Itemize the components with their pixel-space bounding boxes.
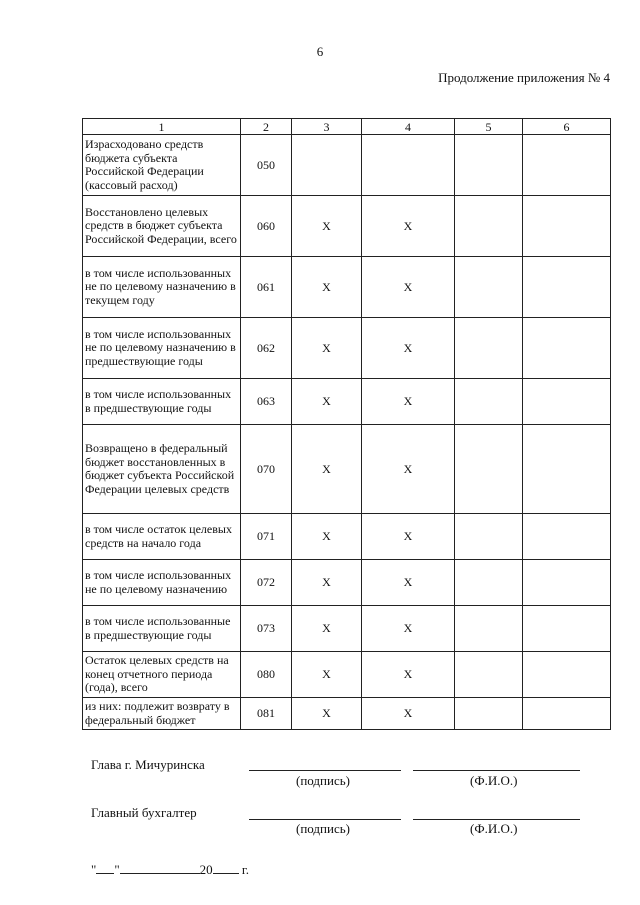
year-suffix: г. <box>241 862 249 877</box>
table-row <box>83 425 611 514</box>
table-row <box>83 135 611 196</box>
cell-col3: X <box>292 606 362 652</box>
row-description: в том числе использованных в предшествующие годы <box>83 379 241 425</box>
cell-col3: X <box>292 698 362 730</box>
cell-col6 <box>523 318 611 379</box>
year-field[interactable] <box>213 873 239 874</box>
cell-col4: X <box>362 425 455 514</box>
table-row <box>83 652 611 698</box>
cell-col5 <box>455 560 523 606</box>
cell-col6 <box>523 606 611 652</box>
cell-col4: X <box>362 698 455 730</box>
table-row <box>83 318 611 379</box>
signature-line[interactable] <box>249 770 401 771</box>
cell-col3: X <box>292 318 362 379</box>
row-code: 070 <box>241 425 292 514</box>
date-line <box>91 862 249 878</box>
row-code: 062 <box>241 318 292 379</box>
cell-col4 <box>362 135 455 196</box>
header-row <box>83 119 611 135</box>
cell-col4: X <box>362 560 455 606</box>
cell-col4: X <box>362 379 455 425</box>
column-header: 1 <box>83 119 241 135</box>
row-code: 061 <box>241 257 292 318</box>
cell-col5 <box>455 698 523 730</box>
cell-col5 <box>455 606 523 652</box>
cell-col4: X <box>362 606 455 652</box>
year-prefix: 20 <box>199 862 213 877</box>
cell-col5 <box>455 257 523 318</box>
cell-col3: X <box>292 560 362 606</box>
cell-col6 <box>523 560 611 606</box>
signatory-role: Главный бухгалтер <box>91 805 197 820</box>
table-row <box>83 257 611 318</box>
row-description: Возвращено в федеральный бюджет восстановленных в бюджет субъекта Российской Федерации целевых средств <box>83 425 241 514</box>
row-code: 060 <box>241 196 292 257</box>
row-description: Израсходовано средств бюджета субъекта Российской Федерации (кассовый расход) <box>83 135 241 196</box>
name-line[interactable] <box>413 770 580 771</box>
cell-col3: X <box>292 652 362 698</box>
table-row <box>83 379 611 425</box>
name-line[interactable] <box>413 819 580 820</box>
cell-col4: X <box>362 196 455 257</box>
continuation-label: Продолжение приложения № 4 <box>438 70 610 85</box>
row-code: 071 <box>241 514 292 560</box>
table-row <box>83 606 611 652</box>
cell-col3: X <box>292 257 362 318</box>
report-table <box>82 118 611 730</box>
cell-col3: X <box>292 425 362 514</box>
row-description: в том числе использованных не по целевому назначению <box>83 560 241 606</box>
row-code: 073 <box>241 606 292 652</box>
cell-col4: X <box>362 257 455 318</box>
cell-col5 <box>455 135 523 196</box>
cell-col6 <box>523 652 611 698</box>
cell-col6 <box>523 379 611 425</box>
cell-col6 <box>523 698 611 730</box>
cell-col4: X <box>362 652 455 698</box>
cell-col4: X <box>362 514 455 560</box>
row-description: в том числе использованных не по целевому назначению в предшествующие годы <box>83 318 241 379</box>
signature-line[interactable] <box>249 819 401 820</box>
cell-col3: X <box>292 514 362 560</box>
cell-col5 <box>455 318 523 379</box>
row-description: Восстановлено целевых средств в бюджет субъекта Российской Федерации, всего <box>83 196 241 257</box>
table-row <box>83 196 611 257</box>
row-description: в том числе остаток целевых средств на начало года <box>83 514 241 560</box>
cell-col6 <box>523 196 611 257</box>
row-code: 081 <box>241 698 292 730</box>
cell-col5 <box>455 425 523 514</box>
cell-col6 <box>523 257 611 318</box>
cell-col5 <box>455 379 523 425</box>
signature-caption: (подпись) <box>296 773 350 788</box>
name-caption: (Ф.И.О.) <box>470 773 518 788</box>
name-caption: (Ф.И.О.) <box>470 821 518 836</box>
cell-col5 <box>455 196 523 257</box>
row-code: 050 <box>241 135 292 196</box>
row-description: из них: подлежит возврату в федеральный бюджет <box>83 698 241 730</box>
row-code: 080 <box>241 652 292 698</box>
cell-col6 <box>523 135 611 196</box>
page-number: 6 <box>316 44 324 59</box>
day-field[interactable] <box>96 873 114 874</box>
column-header: 5 <box>455 119 523 135</box>
row-code: 072 <box>241 560 292 606</box>
row-code: 063 <box>241 379 292 425</box>
table-row <box>83 698 611 730</box>
month-field[interactable] <box>120 873 200 874</box>
table-row <box>83 514 611 560</box>
cell-col6 <box>523 425 611 514</box>
column-header: 4 <box>362 119 455 135</box>
cell-col3 <box>292 135 362 196</box>
cell-col3: X <box>292 379 362 425</box>
cell-col5 <box>455 514 523 560</box>
date-open-quote: " <box>91 862 97 877</box>
cell-col5 <box>455 652 523 698</box>
cell-col6 <box>523 514 611 560</box>
date-close-quote: " <box>114 862 120 877</box>
signature-caption: (подпись) <box>296 821 350 836</box>
cell-col4: X <box>362 318 455 379</box>
column-header: 2 <box>241 119 292 135</box>
signatory-role: Глава г. Мичуринска <box>91 757 205 772</box>
row-description: в том числе использованных не по целевому назначению в текущем году <box>83 257 241 318</box>
column-header: 6 <box>523 119 611 135</box>
table-row <box>83 560 611 606</box>
cell-col3: X <box>292 196 362 257</box>
row-description: Остаток целевых средств на конец отчетного периода (года), всего <box>83 652 241 698</box>
row-description: в том числе использованные в предшествующие годы <box>83 606 241 652</box>
column-header: 3 <box>292 119 362 135</box>
